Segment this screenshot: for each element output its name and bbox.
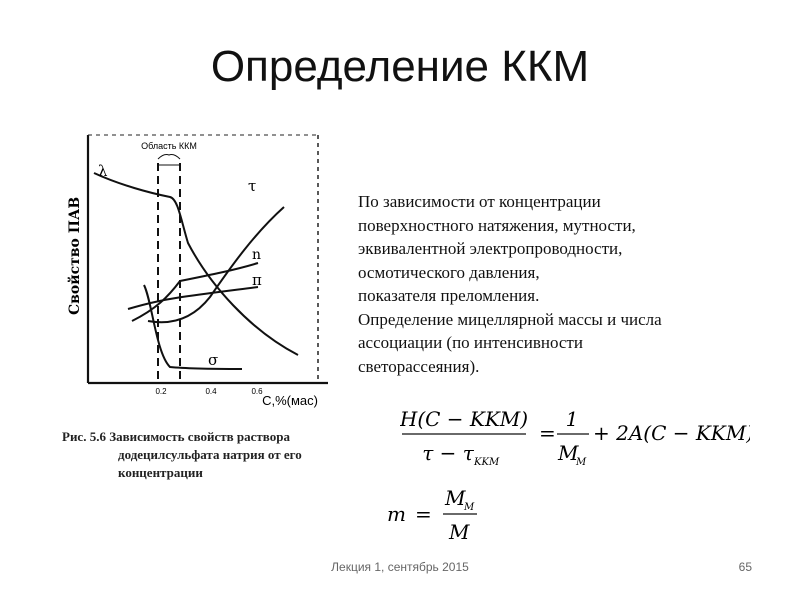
footer-text: Лекция 1, сентябрь 2015 (331, 560, 469, 574)
formula-mass (400, 402, 750, 472)
figure-caption (62, 428, 362, 482)
desc-line: Определение мицеллярной массы и числа (358, 309, 662, 329)
label-tau: τ (248, 177, 257, 195)
f1-mm: M (558, 441, 579, 465)
ccm-region-brace (158, 155, 180, 160)
desc-line: светорассеяния). (358, 356, 480, 376)
x-tick-2: 0.6 (251, 387, 263, 396)
description-text (358, 190, 778, 378)
caption-line-1: Рис. 5.6 Зависимость свойств раствора (62, 429, 290, 444)
desc-line: показателя преломления. (358, 286, 540, 305)
label-lambda: λ (98, 162, 108, 180)
f1-denominator-sub: KKM (474, 457, 500, 468)
page-number: 65 (738, 560, 752, 574)
curve-lambda (94, 173, 298, 355)
slide-title: Определение ККМ (210, 42, 590, 91)
desc-line: По зависимости от концентрации (358, 192, 601, 211)
f1-rest: + 2A(C − KKM) (593, 421, 750, 445)
label-n: n (252, 247, 262, 263)
desc-line: эквивалентной электропроводности, (358, 239, 623, 258)
x-tick-1: 0.4 (205, 387, 217, 396)
f2-equals: = (415, 502, 432, 526)
ccm-region-label: Область ККМ (141, 141, 197, 151)
desc-line: ассоциации (по интенсивности (358, 333, 583, 352)
caption-line-3: концентрации (118, 465, 203, 480)
ccm-figure (60, 125, 350, 425)
x-axis-label: С,%(мас) (262, 393, 318, 408)
f2-num: M (445, 486, 466, 510)
desc-line: осмотического давления, (358, 262, 540, 282)
formula-aggregation (385, 483, 505, 543)
label-sigma: σ (208, 351, 219, 369)
f1-numerator: H(C − KKM) (400, 407, 529, 431)
caption-line-2: додецилсульфата натрия от его (118, 447, 302, 462)
f1-one: 1 (565, 407, 579, 431)
desc-line: поверхностного натяжения, мутности, (358, 215, 636, 235)
y-axis-label: Свойство ПАВ (67, 196, 83, 315)
f1-denominator: τ − τ (422, 441, 474, 465)
ccm-plot (60, 125, 350, 425)
f2-num-sub: M (464, 502, 475, 513)
curve-tau (148, 207, 284, 322)
x-tick-0: 0.2 (155, 387, 167, 396)
label-pi: π (252, 271, 262, 289)
f1-equals: = (539, 421, 556, 445)
f1-mm-sub: M (576, 457, 587, 468)
f2-den: M (449, 520, 470, 543)
f2-m: m (387, 502, 406, 526)
